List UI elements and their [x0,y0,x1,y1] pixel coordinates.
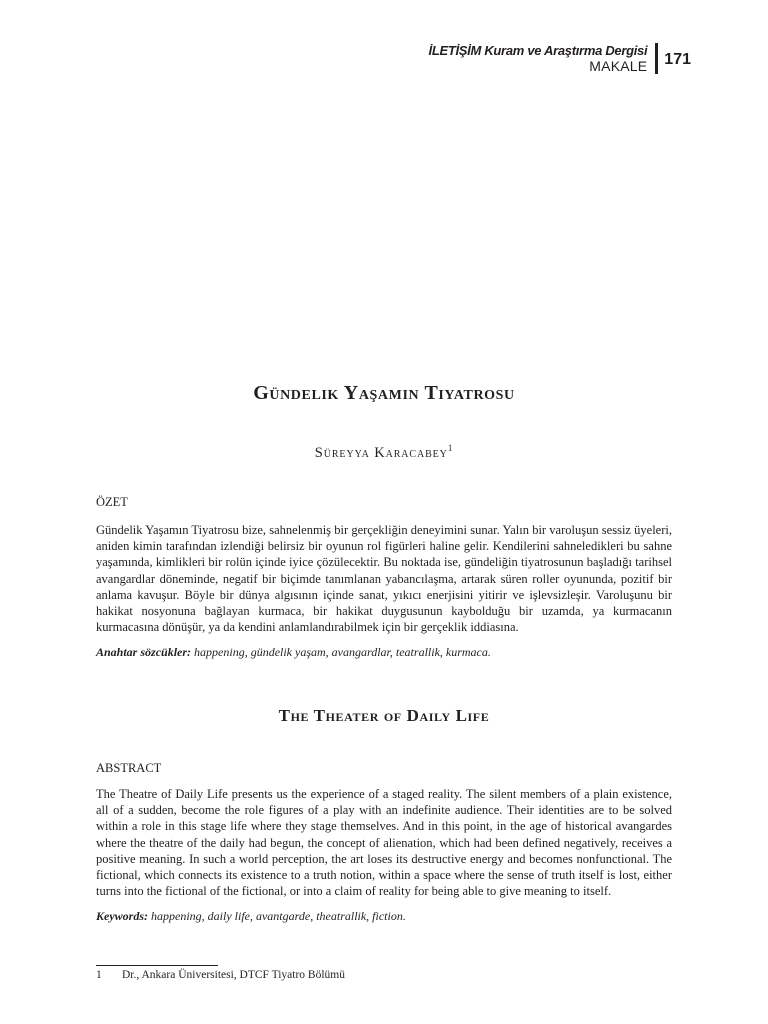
running-header [429,43,691,74]
english-abstract-section [96,761,672,924]
abstract-text-tr: Gündelik Yaşamın Tiyatrosu bize, sahnelenmiş bir gerçekliğin deneyimini sunar. Yalın bir varoluşun sessiz üyeleri, aniden kimin tarafından izlendiği belirsiz bir oyunun rol figürleri haline gelir. Kendilerini sahneledikleri bu sahne yaşamında, kimlikleri bir rolün içinde iyice çözülecektir. Bu noktada ise, gündeliğin tiyatrosunun başladığı tarihsel avangardlar döneminde, negatif bir biçimde tanımlanan yabancılaşma, artarak süren roller oyununda, pozitif bir anlama kavuşur. Böyle bir dünya algısının içinde sanat, yıkıcı enerjisini yitirir ve işlevsizleşir. Varoluşunu bir hakikat nosyonuna bağlayan kurmaca, bir hakikat duygusunun kaybolduğu bir uzamda, ya kurmacanın kurmacasına dönüşür, ya da kendini anlamlandırabilmek için bir gerçeklik iddiasına. [96,523,672,635]
keywords-tr [96,645,672,660]
keywords-label-tr: Anahtar sözcükler: [96,645,192,660]
section-label: MAKALE [589,58,648,74]
footnote-number: 1 [96,969,102,981]
footnote [96,969,345,981]
journal-name: İLETİŞİM Kuram ve Araştırma Dergisi [428,43,648,58]
keywords-list-tr: happening, gündelik yaşam, avangardlar, teatrallik, kurmaca. [194,645,491,660]
english-title: The Theater of Daily Life [278,706,490,725]
abstract-label-en: ABSTRACT [96,761,162,775]
page-number: 171 [664,51,691,68]
abstract-text-en: The Theatre of Daily Life presents us the experience of a staged reality. The silent members of a plain existence, all of a sudden, become the role figures of a play with an indefinite audience. Their identities are to be solved within a role in this stage life where they stage themselves. And in this point, in the age of historical avangardes where the theatre of the daily had begun, the concept of alienation, which had been defined negatively, receives a positive meaning. In such a world perception, the art loses its destructive energy and becomes nonfunctional. The fictional, which connects its existence to a truth notion, within a space where the sense of truth itself is lost, either turns into the fictional of the fictional, or into a claim of reality for being able to give meaning to itself. [96,787,672,899]
paper-title: Gündelik Yaşamın Tiyatrosu [253,382,515,404]
keywords-en [96,909,672,924]
turkish-abstract-section [96,495,672,660]
footnote-text: Dr., Ankara Üniversitesi, DTCF Tiyatro Bölümü [122,969,345,981]
keywords-list-en: happening, daily life, avantgarde, theatrallik, fiction. [151,909,406,924]
author-footnote-mark: 1 [447,443,454,453]
keywords-label-en: Keywords: [96,909,148,924]
footnote-rule [96,965,218,966]
abstract-label-tr: ÖZET [96,495,128,509]
author-name [0,443,768,462]
header-text [429,43,656,74]
author-text: Süreyya Karacabey [314,444,448,461]
